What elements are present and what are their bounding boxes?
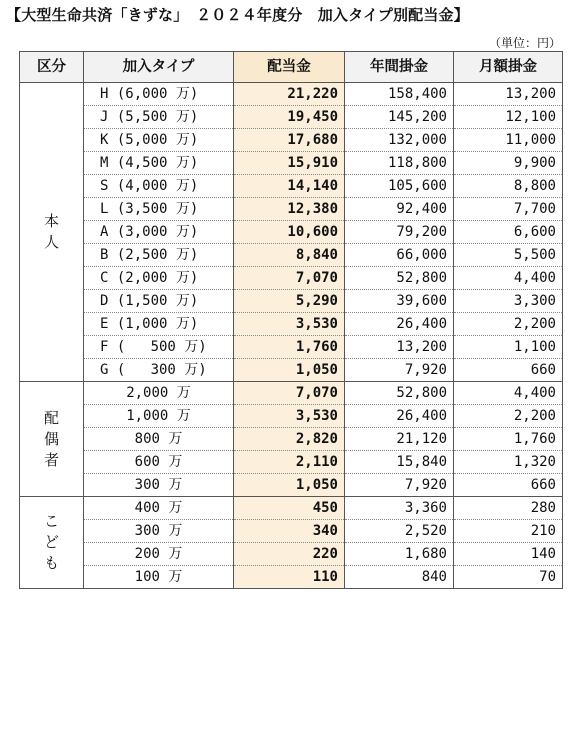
monthly-premium-cell: 6,600 xyxy=(454,221,563,244)
monthly-premium-cell: 11,000 xyxy=(454,129,563,152)
monthly-premium-cell: 3,300 xyxy=(454,290,563,313)
dividend-cell: 21,220 xyxy=(234,83,345,106)
group-label: こども xyxy=(43,512,59,572)
header-row xyxy=(20,52,563,83)
annual-premium-cell: 79,200 xyxy=(345,221,454,244)
unit-note: （単位：円） xyxy=(488,36,561,50)
dividend-cell: 450 xyxy=(234,497,345,520)
monthly-premium-cell: 4,400 xyxy=(454,267,563,290)
group-label-cell xyxy=(20,497,84,589)
dividend-cell: 3,530 xyxy=(234,405,345,428)
type-cell: 2,000 万 xyxy=(84,382,234,405)
monthly-premium-cell: 1,320 xyxy=(454,451,563,474)
type-cell: C (2,000 万) xyxy=(84,267,234,290)
group-label: 本人 xyxy=(43,212,59,251)
table-row xyxy=(20,313,563,336)
table-body xyxy=(20,83,563,589)
annual-premium-cell: 26,400 xyxy=(345,313,454,336)
annual-premium-cell: 7,920 xyxy=(345,359,454,382)
table-row xyxy=(20,359,563,382)
monthly-premium-cell: 1,100 xyxy=(454,336,563,359)
group-label: 配偶者 xyxy=(43,408,59,469)
type-cell: 1,000 万 xyxy=(84,405,234,428)
table-row xyxy=(20,83,563,106)
dividend-cell: 5,290 xyxy=(234,290,345,313)
table-row xyxy=(20,543,563,566)
header-annual: 年間掛金 xyxy=(345,52,454,83)
type-cell: D (1,500 万) xyxy=(84,290,234,313)
dividend-cell: 14,140 xyxy=(234,175,345,198)
monthly-premium-cell: 4,400 xyxy=(454,382,563,405)
header-dividend: 配当金 xyxy=(234,52,345,83)
dividend-cell: 19,450 xyxy=(234,106,345,129)
annual-premium-cell: 145,200 xyxy=(345,106,454,129)
type-cell: K (5,000 万) xyxy=(84,129,234,152)
annual-premium-cell: 39,600 xyxy=(345,290,454,313)
dividend-cell: 17,680 xyxy=(234,129,345,152)
table-row xyxy=(20,152,563,175)
header-type: 加入タイプ xyxy=(84,52,234,83)
table-row xyxy=(20,244,563,267)
annual-premium-cell: 92,400 xyxy=(345,198,454,221)
monthly-premium-cell: 8,800 xyxy=(454,175,563,198)
table-row xyxy=(20,129,563,152)
table-row xyxy=(20,566,563,589)
monthly-premium-cell: 2,200 xyxy=(454,405,563,428)
table-row xyxy=(20,336,563,359)
dividend-cell: 220 xyxy=(234,543,345,566)
dividend-cell: 1,760 xyxy=(234,336,345,359)
dividend-cell: 1,050 xyxy=(234,474,345,497)
dividend-cell: 12,380 xyxy=(234,198,345,221)
dividend-cell: 3,530 xyxy=(234,313,345,336)
annual-premium-cell: 15,840 xyxy=(345,451,454,474)
group-label-cell xyxy=(20,83,84,382)
type-cell: J (5,500 万) xyxy=(84,106,234,129)
dividend-cell: 15,910 xyxy=(234,152,345,175)
monthly-premium-cell: 2,200 xyxy=(454,313,563,336)
type-cell: H (6,000 万) xyxy=(84,83,234,106)
annual-premium-cell: 21,120 xyxy=(345,428,454,451)
header-monthly: 月額掛金 xyxy=(454,52,563,83)
monthly-premium-cell: 140 xyxy=(454,543,563,566)
annual-premium-cell: 52,800 xyxy=(345,267,454,290)
type-cell: M (4,500 万) xyxy=(84,152,234,175)
monthly-premium-cell: 210 xyxy=(454,520,563,543)
annual-premium-cell: 1,680 xyxy=(345,543,454,566)
dividend-cell: 2,820 xyxy=(234,428,345,451)
table-row xyxy=(20,428,563,451)
type-cell: 200 万 xyxy=(84,543,234,566)
type-cell: 300 万 xyxy=(84,474,234,497)
table-row xyxy=(20,520,563,543)
table-row xyxy=(20,106,563,129)
annual-premium-cell: 158,400 xyxy=(345,83,454,106)
header-kubun: 区分 xyxy=(20,52,84,83)
annual-premium-cell: 132,000 xyxy=(345,129,454,152)
monthly-premium-cell: 9,900 xyxy=(454,152,563,175)
dividend-cell: 340 xyxy=(234,520,345,543)
type-cell: 600 万 xyxy=(84,451,234,474)
table-row xyxy=(20,198,563,221)
dividend-table xyxy=(19,51,563,589)
table-row xyxy=(20,175,563,198)
type-cell: E (1,000 万) xyxy=(84,313,234,336)
type-cell: S (4,000 万) xyxy=(84,175,234,198)
type-cell: A (3,000 万) xyxy=(84,221,234,244)
table-row xyxy=(20,221,563,244)
table-row xyxy=(20,451,563,474)
monthly-premium-cell: 5,500 xyxy=(454,244,563,267)
monthly-premium-cell: 1,760 xyxy=(454,428,563,451)
monthly-premium-cell: 70 xyxy=(454,566,563,589)
dividend-cell: 8,840 xyxy=(234,244,345,267)
table-row xyxy=(20,497,563,520)
annual-premium-cell: 3,360 xyxy=(345,497,454,520)
type-cell: 300 万 xyxy=(84,520,234,543)
type-cell: F ( 500 万) xyxy=(84,336,234,359)
annual-premium-cell: 52,800 xyxy=(345,382,454,405)
annual-premium-cell: 7,920 xyxy=(345,474,454,497)
document-title: 【大型生命共済「きずな」 ２０２４年度分 加入タイプ別配当金】 xyxy=(6,6,469,24)
monthly-premium-cell: 660 xyxy=(454,474,563,497)
table-row xyxy=(20,474,563,497)
table-row xyxy=(20,267,563,290)
table-row xyxy=(20,382,563,405)
dividend-cell: 110 xyxy=(234,566,345,589)
monthly-premium-cell: 660 xyxy=(454,359,563,382)
monthly-premium-cell: 280 xyxy=(454,497,563,520)
dividend-cell: 7,070 xyxy=(234,267,345,290)
annual-premium-cell: 118,800 xyxy=(345,152,454,175)
annual-premium-cell: 13,200 xyxy=(345,336,454,359)
type-cell: 800 万 xyxy=(84,428,234,451)
dividend-cell: 10,600 xyxy=(234,221,345,244)
annual-premium-cell: 840 xyxy=(345,566,454,589)
table-row xyxy=(20,405,563,428)
monthly-premium-cell: 12,100 xyxy=(454,106,563,129)
monthly-premium-cell: 7,700 xyxy=(454,198,563,221)
dividend-cell: 2,110 xyxy=(234,451,345,474)
type-cell: L (3,500 万) xyxy=(84,198,234,221)
monthly-premium-cell: 13,200 xyxy=(454,83,563,106)
type-cell: 400 万 xyxy=(84,497,234,520)
annual-premium-cell: 105,600 xyxy=(345,175,454,198)
type-cell: G ( 300 万) xyxy=(84,359,234,382)
type-cell: B (2,500 万) xyxy=(84,244,234,267)
group-label-cell xyxy=(20,382,84,497)
type-cell: 100 万 xyxy=(84,566,234,589)
annual-premium-cell: 26,400 xyxy=(345,405,454,428)
annual-premium-cell: 66,000 xyxy=(345,244,454,267)
dividend-cell: 1,050 xyxy=(234,359,345,382)
dividend-cell: 7,070 xyxy=(234,382,345,405)
annual-premium-cell: 2,520 xyxy=(345,520,454,543)
table-row xyxy=(20,290,563,313)
